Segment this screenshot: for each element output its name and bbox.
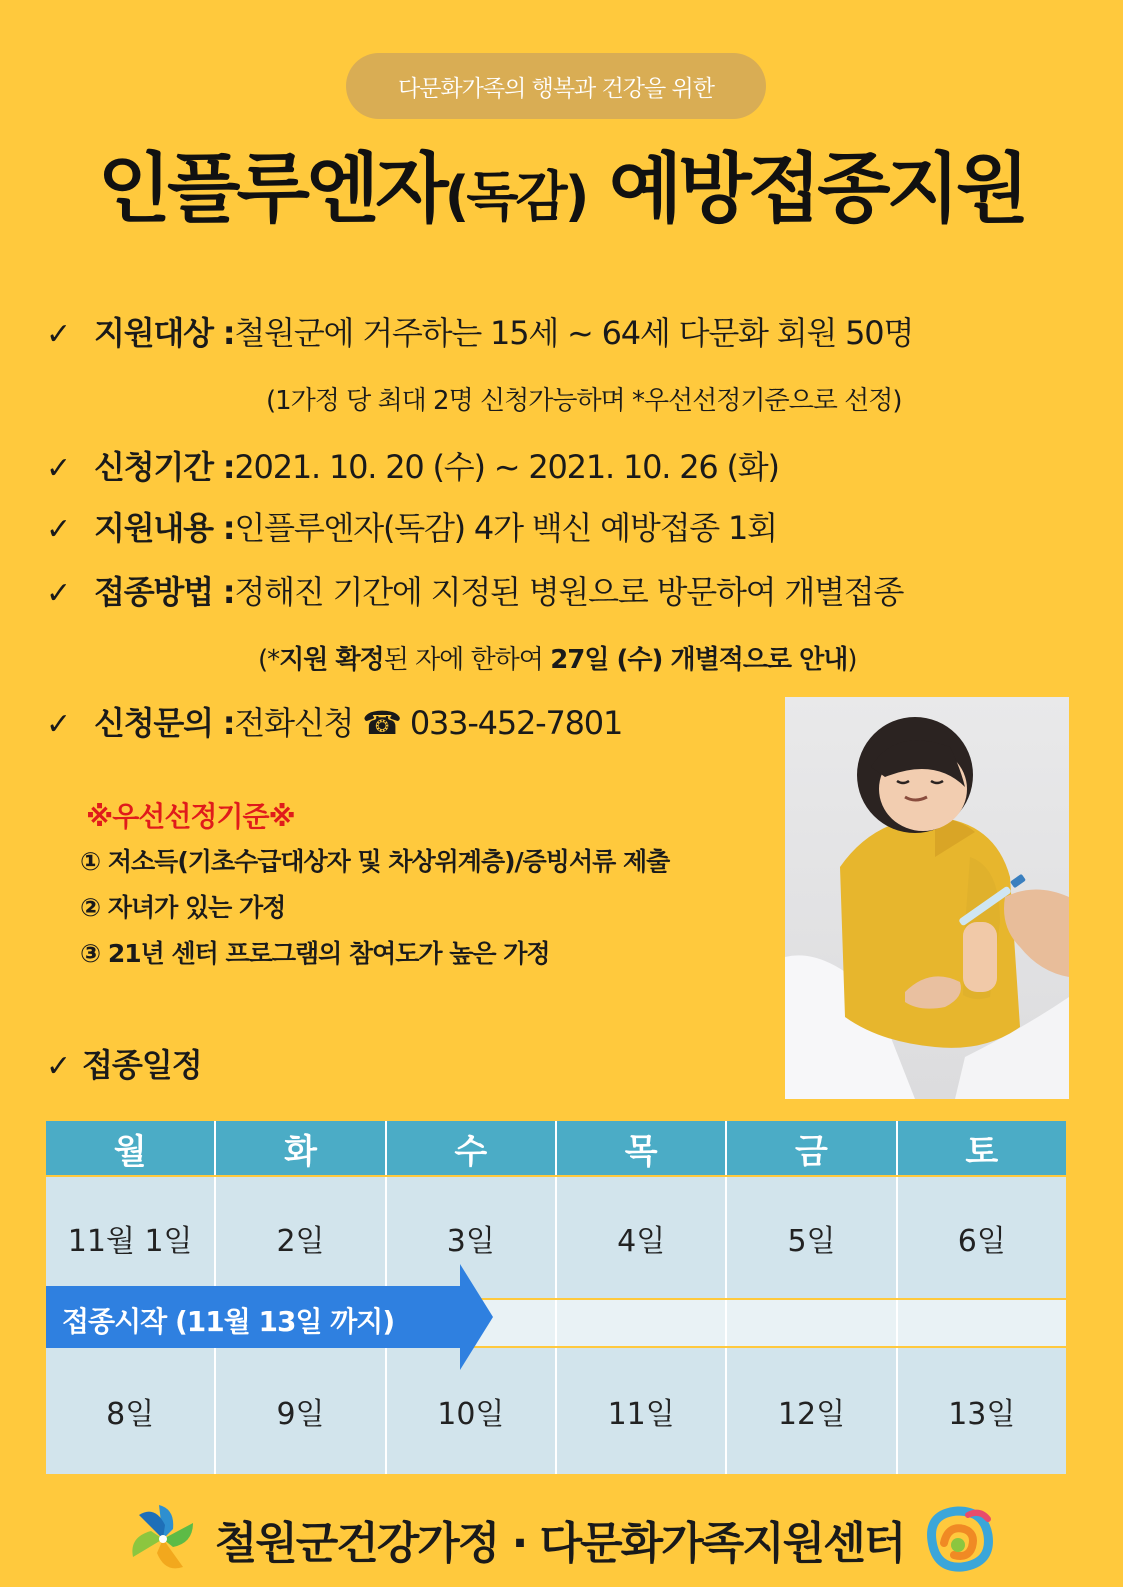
note-text: ) [847, 645, 857, 675]
spacer-cell [557, 1300, 727, 1346]
subtitle-text: 다문화가족의 행복과 건강을 위한 [398, 75, 714, 102]
calendar-header [46, 1121, 1066, 1175]
item-value: 전화신청 ☎ 033-452-7801 [234, 704, 623, 742]
family-center-logo-icon [918, 1501, 998, 1577]
note-text: (* [258, 645, 280, 675]
vaccination-photo [785, 697, 1069, 1099]
note-text: 된 자에 한하여 [383, 645, 551, 675]
item-label: 지원대상 : [94, 314, 235, 352]
day-header: 금 [727, 1121, 897, 1175]
note-target: (1가정 당 최대 2명 신청가능하며 *우선선정기준으로 선정) [266, 386, 902, 416]
date-cell: 10일 [387, 1348, 557, 1474]
item-inquiry [46, 698, 622, 744]
item-content [46, 503, 777, 549]
spacer-cell [898, 1300, 1066, 1346]
day-header: 목 [557, 1121, 727, 1175]
check-icon: ✓ [46, 512, 70, 547]
day-header: 토 [898, 1121, 1066, 1175]
item-value: 철원군에 거주하는 15세 ~ 64세 다문화 회원 50명 [234, 314, 914, 352]
check-icon: ✓ [46, 451, 70, 486]
title-main: 인플루엔자 [97, 144, 445, 233]
item-target [46, 308, 913, 354]
arrow-label: 접종시작 (11월 13일 까지) [62, 1305, 395, 1338]
priority-title: ※우선선정기준※ [86, 800, 295, 833]
pinwheel-logo-icon [125, 1501, 201, 1577]
date-cell: 6일 [898, 1177, 1066, 1298]
date-cell: 11일 [557, 1348, 727, 1474]
check-icon: ✓ [46, 707, 70, 742]
check-icon: ✓ [46, 317, 70, 352]
date-cell: 9일 [216, 1348, 386, 1474]
date-cell: 13일 [898, 1348, 1066, 1474]
day-header: 화 [216, 1121, 386, 1175]
priority-item: ② 자녀가 있는 가정 [80, 893, 286, 922]
spacer-cell [727, 1300, 897, 1346]
title-end: 예방접종지원 [586, 144, 1026, 233]
item-value: 인플루엔자(독감) 4가 백신 예방접종 1회 [234, 509, 777, 547]
page-title [0, 128, 1123, 237]
item-label: 접종방법 : [94, 573, 235, 611]
schedule-title: 접종일정 [82, 1046, 202, 1084]
date-cell: 5일 [727, 1177, 897, 1298]
note-method [258, 639, 857, 676]
child-vaccination-illustration [785, 697, 1069, 1099]
item-label: 신청기간 : [94, 448, 235, 486]
subtitle-pill [346, 53, 766, 119]
day-header: 수 [387, 1121, 557, 1175]
note-bold: 지원 확정 [279, 645, 384, 675]
item-period [46, 442, 779, 488]
note-bold: 27일 (수) 개별적으로 안내 [550, 645, 848, 675]
item-value: 2021. 10. 20 (수) ~ 2021. 10. 26 (화) [234, 448, 779, 486]
item-method [46, 567, 903, 613]
footer [0, 1501, 1123, 1577]
day-header: 월 [46, 1121, 216, 1175]
date-cell: 3일 [387, 1177, 557, 1298]
item-label: 지원내용 : [94, 509, 235, 547]
priority-item: ③ 21년 센터 프로그램의 참여도가 높은 가정 [80, 939, 550, 968]
title-paren: (독감) [444, 165, 587, 228]
date-cell: 4일 [557, 1177, 727, 1298]
schedule-heading [46, 1040, 202, 1086]
priority-item: ① 저소득(기초수급대상자 및 차상위계층)/증빙서류 제출 [80, 847, 670, 876]
item-label: 신청문의 : [94, 704, 235, 742]
check-icon: ✓ [46, 1049, 71, 1084]
date-cell: 11월 1일 [46, 1177, 216, 1298]
check-icon: ✓ [46, 576, 70, 611]
date-cell: 2일 [216, 1177, 386, 1298]
item-value: 정해진 기간에 지정된 병원으로 방문하여 개별접종 [234, 573, 904, 611]
date-cell: 12일 [727, 1348, 897, 1474]
organization-name: 철원군건강가정 · 다문화가족지원센터 [214, 1518, 905, 1569]
date-cell: 8일 [46, 1348, 216, 1474]
